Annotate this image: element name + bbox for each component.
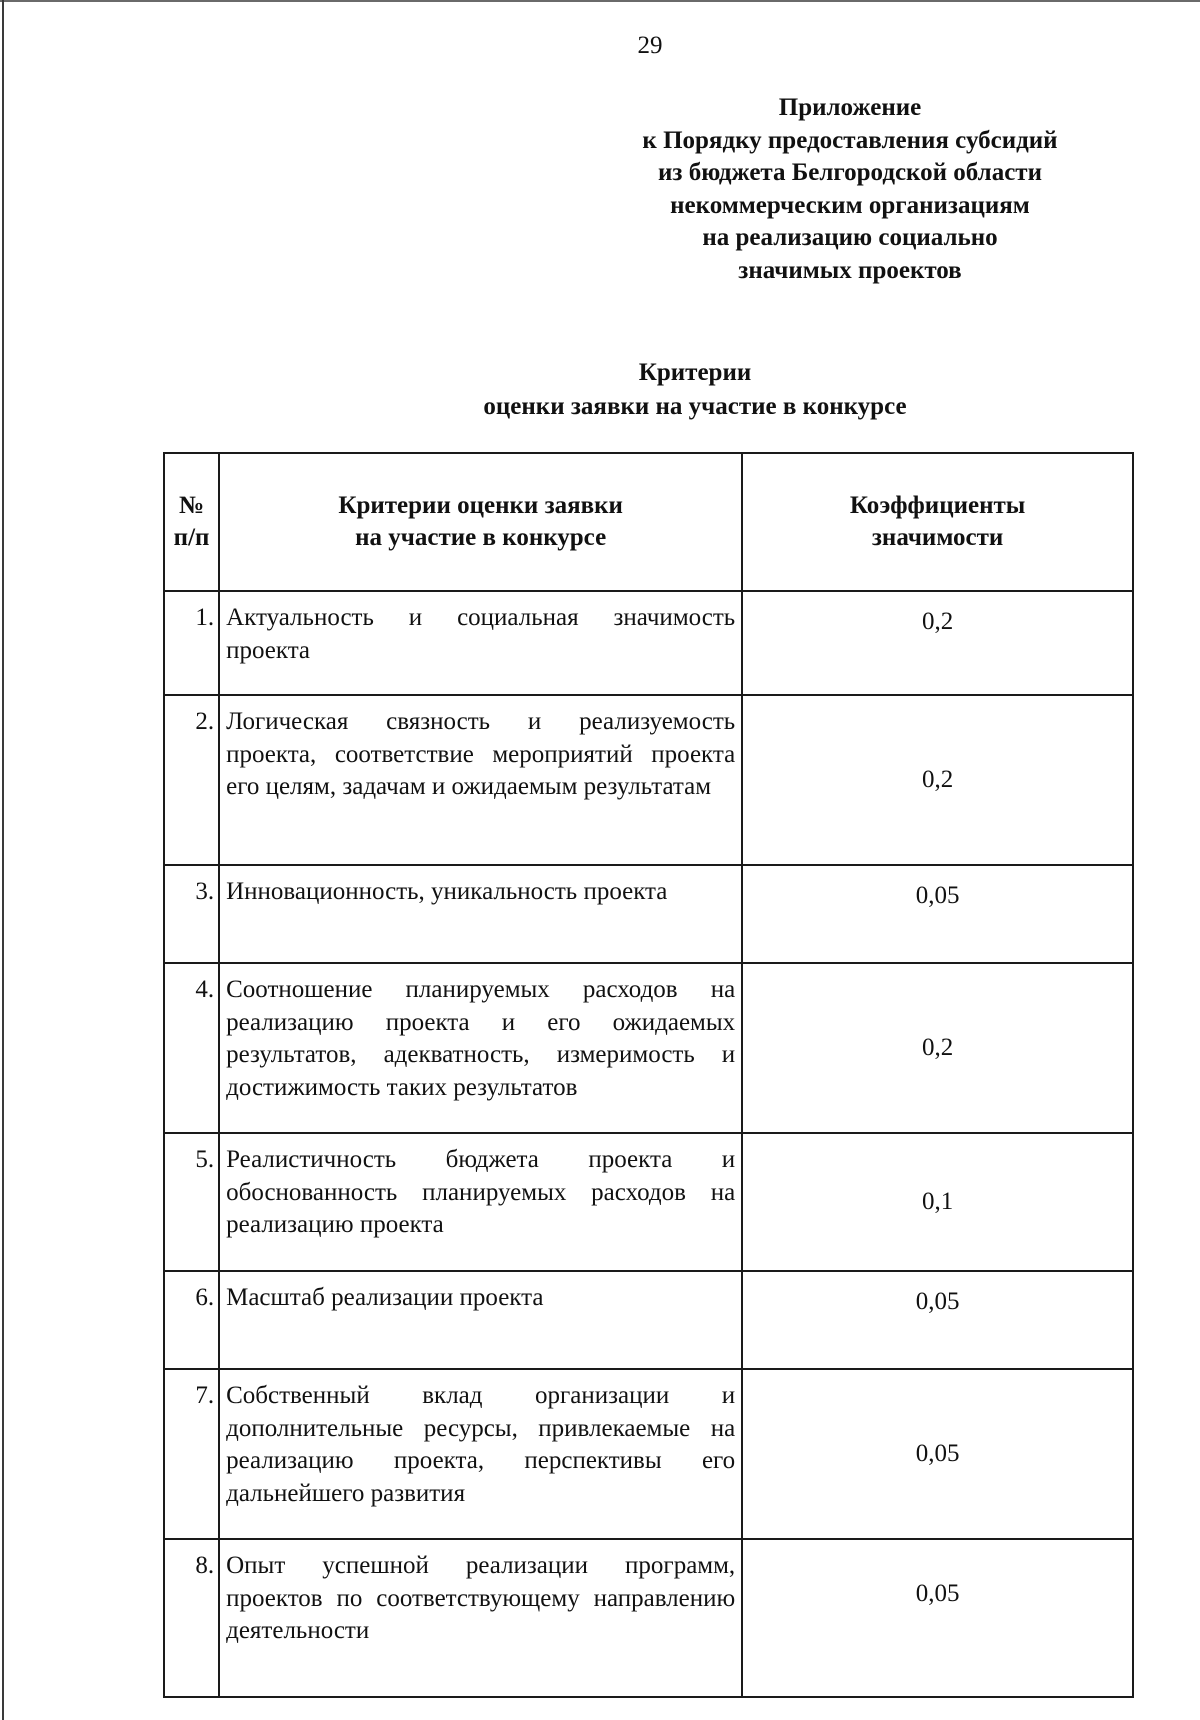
appendix-line: значимых проектов — [738, 256, 962, 284]
row-criteria: Актуальность и социальная значимость проекта — [219, 591, 742, 695]
header-coef — [742, 453, 1133, 591]
row-criteria: Опыт успешной реализации программ, проектов по соответствующему направлению деятельности — [219, 1539, 742, 1697]
row-coef: 0,05 — [742, 865, 1133, 963]
row-num: 5. — [164, 1133, 219, 1271]
header-criteria — [219, 453, 742, 591]
page-edge-left — [2, 0, 4, 1720]
criteria-table — [163, 452, 1134, 1698]
row-num: 2. — [164, 695, 219, 865]
header-criteria-line: на участие в конкурсе — [355, 524, 607, 551]
row-coef: 0,05 — [742, 1539, 1133, 1697]
row-criteria: Реалистичность бюджета проекта и обоснованность планируемых расходов на реализацию проекта — [219, 1133, 742, 1271]
row-num: 7. — [164, 1369, 219, 1539]
row-coef: 0,05 — [742, 1369, 1133, 1539]
table-row — [164, 1133, 1133, 1271]
appendix-heading — [600, 92, 1100, 287]
row-criteria: Собственный вклад организации и дополнительные ресурсы, привлекаемые на реализацию проекта, перспективы его дальнейшего развития — [219, 1369, 742, 1539]
appendix-line: некоммерческим организациям — [670, 191, 1030, 219]
row-coef: 0,05 — [742, 1271, 1133, 1369]
row-criteria: Инновационность, уникальность проекта — [219, 865, 742, 963]
row-criteria: Логическая связность и реализуемость проекта, соответствие мероприятий проекта его целям, задачам и ожидаемым результатам — [219, 695, 742, 865]
row-num: 6. — [164, 1271, 219, 1369]
appendix-line: на реализацию социально — [702, 224, 998, 251]
row-criteria: Соотношение планируемых расходов на реализацию проекта и его ожидаемых результатов, адекватность, измеримость и достижимость таких результатов — [219, 963, 742, 1133]
appendix-line: Приложение — [778, 94, 922, 121]
table-row — [164, 591, 1133, 695]
row-coef: 0,1 — [742, 1133, 1133, 1271]
row-num: 8. — [164, 1539, 219, 1697]
table-row — [164, 1271, 1133, 1369]
criteria-title-line1: Критерии — [638, 359, 752, 386]
header-num — [164, 453, 219, 591]
row-num: 3. — [164, 865, 219, 963]
table-row — [164, 1539, 1133, 1697]
row-coef: 0,2 — [742, 963, 1133, 1133]
appendix-line: из бюджета Белгородской области — [658, 159, 1042, 186]
row-coef: 0,2 — [742, 695, 1133, 865]
criteria-title — [0, 356, 1200, 424]
header-coef-line: Коэффициенты — [849, 492, 1026, 519]
table-row — [164, 695, 1133, 865]
table-header-row — [164, 453, 1133, 591]
criteria-title-line2: оценки заявки на участие в конкурсе — [483, 393, 907, 420]
row-num: 4. — [164, 963, 219, 1133]
page-number: 29 — [637, 32, 663, 59]
row-num: 1. — [164, 591, 219, 695]
table-row — [164, 963, 1133, 1133]
page-edge-top — [0, 0, 1200, 2]
header-num-line: п/п — [173, 524, 210, 551]
row-criteria: Масштаб реализации проекта — [219, 1271, 742, 1369]
header-coef-line: значимости — [871, 524, 1004, 551]
table-row — [164, 1369, 1133, 1539]
appendix-line: к Порядку предоставления субсидий — [642, 126, 1058, 154]
row-coef: 0,2 — [742, 591, 1133, 695]
header-criteria-line: Критерии оценки заявки — [338, 492, 623, 519]
header-num-line: № — [178, 492, 205, 519]
table-row — [164, 865, 1133, 963]
